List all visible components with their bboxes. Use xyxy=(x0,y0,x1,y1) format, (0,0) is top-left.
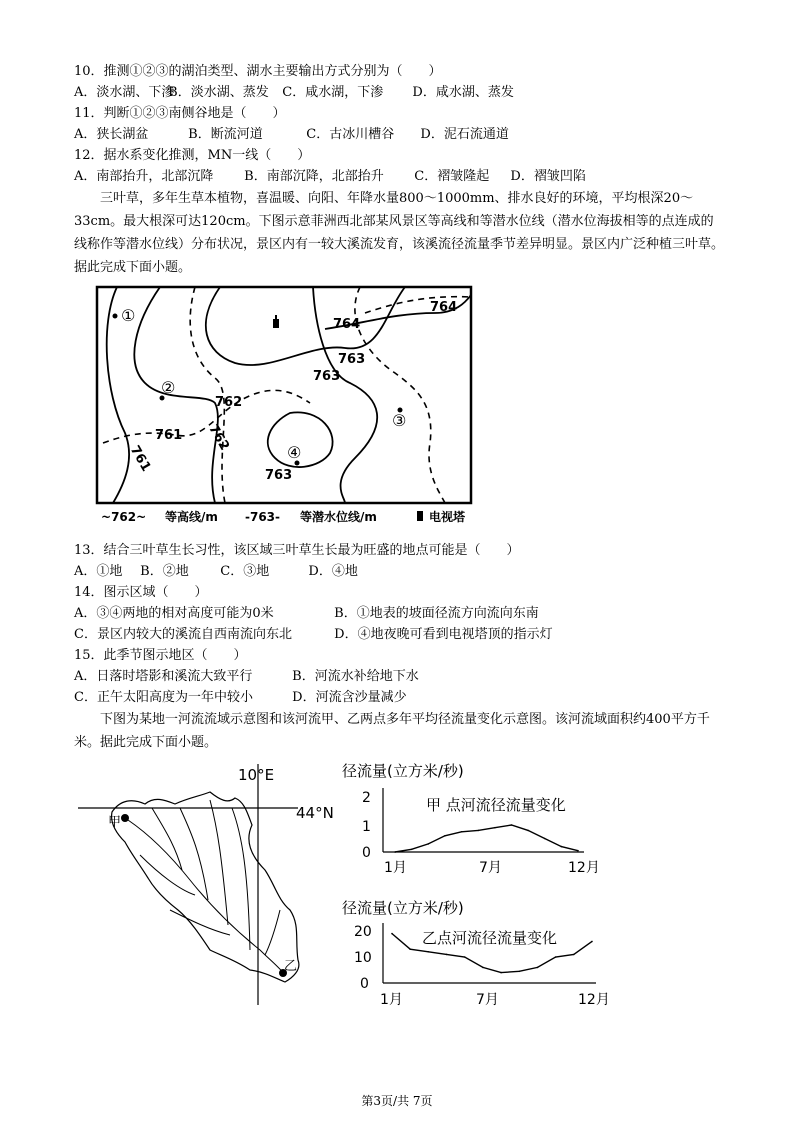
point-3-label: ③ xyxy=(392,411,407,430)
legend-water-text: 等潜水位线/m xyxy=(300,510,377,524)
label-763-closed: 763 xyxy=(265,468,293,483)
q12-option-b[interactable]: B．南部沉降，北部抬升 xyxy=(244,169,384,184)
map-legend xyxy=(101,509,466,524)
q11-options xyxy=(74,126,509,144)
q12-option-d[interactable]: D．褶皱凹陷 xyxy=(510,169,586,184)
chart-yi-point xyxy=(482,967,484,969)
q13-option-d[interactable]: D．④地 xyxy=(308,564,358,579)
chart-jia-xtick-dec: 12月 xyxy=(568,860,600,876)
chart-jia-title: 甲 点河流径流量变化 xyxy=(426,796,566,814)
chart-jia xyxy=(342,762,600,876)
chart-yi-point xyxy=(391,933,393,935)
q12-option-c[interactable]: C．褶皱隆起 xyxy=(414,169,490,184)
contour-map xyxy=(95,283,495,528)
label-764-solid: 764 xyxy=(333,317,361,332)
q14-stem: 14．图示区域（ ） xyxy=(74,585,208,600)
chart-jia-point xyxy=(577,850,579,852)
chart-jia-ytick-2: 2 xyxy=(362,790,371,806)
q10-option-a[interactable]: A．淡水湖、下渗 xyxy=(74,85,175,100)
q14-option-c[interactable]: C．景区内较大的溪流自西南流向东北 xyxy=(74,627,292,642)
chart-jia-ytick-0: 0 xyxy=(362,845,371,861)
chart-yi-point xyxy=(573,954,575,956)
q13-option-a[interactable]: A．①地 xyxy=(74,564,123,579)
label-762-solid: 762 xyxy=(205,422,232,454)
chart-yi-title: 乙点河流径流量变化 xyxy=(422,929,558,947)
label-761-solid: 761 xyxy=(126,443,154,475)
chart-jia-xtick-jan: 1月 xyxy=(384,860,407,876)
q15-options-row2 xyxy=(74,689,407,707)
q14-option-d[interactable]: D．④地夜晚可看到电视塔顶的指示灯 xyxy=(334,627,553,642)
legend-contour-text: 等高线/m xyxy=(165,510,218,524)
q10-option-b[interactable]: B．淡水湖、蒸发 xyxy=(168,85,269,100)
q14-option-a[interactable]: A．③④两地的相对高度可能为0米 xyxy=(74,606,274,621)
page-footer: 第3页/共 7页 xyxy=(361,1094,433,1108)
chart-yi-point xyxy=(428,951,430,953)
q15-options-row1 xyxy=(74,668,419,686)
label-764-dashed: 764 xyxy=(430,300,458,315)
point-1-dot xyxy=(113,314,118,319)
q14-options-row1 xyxy=(74,605,539,623)
chart-jia-point xyxy=(461,831,463,833)
chart-yi-xtick-dec: 12月 xyxy=(578,992,610,1008)
legend-tower-text: 电视塔 xyxy=(429,510,466,524)
chart-yi-point xyxy=(446,954,448,956)
q12-option-a[interactable]: A．南部抬升，北部沉降 xyxy=(74,169,214,184)
q15-option-b[interactable]: B．河流水补给地下水 xyxy=(292,669,419,684)
q11-option-a[interactable]: A．狭长湖盆 xyxy=(74,127,149,142)
chart-jia-point xyxy=(544,838,546,840)
longitude-label: 10°E xyxy=(238,766,275,784)
q12-stem: 12．据水系变化推测，MN一线（ ） xyxy=(74,148,311,163)
label-761-dashed: 761 xyxy=(155,428,183,443)
chart-jia-point xyxy=(427,843,429,845)
q14-options-row2 xyxy=(74,626,553,644)
chart-jia-xtick-jul: 7月 xyxy=(479,860,502,876)
chart-yi-ytick-0: 0 xyxy=(360,976,369,992)
chart-yi xyxy=(342,899,610,1008)
chart-jia-point xyxy=(477,830,479,832)
q10-options xyxy=(74,84,514,102)
chart-yi-point xyxy=(591,941,593,943)
latitude-label: 44°N xyxy=(296,804,334,822)
chart-jia-ylabel: 径流量(立方米/秒) xyxy=(342,762,464,780)
chart-yi-point xyxy=(500,972,502,974)
chart-jia-point xyxy=(561,846,563,848)
label-763-solid: 763 xyxy=(313,369,341,384)
river-network xyxy=(128,800,285,975)
chart-jia-series-line xyxy=(395,825,578,852)
legend-tower-icon xyxy=(417,511,423,521)
q14-option-b[interactable]: B．①地表的坡面径流方向流向东南 xyxy=(334,606,539,621)
chart-jia-ytick-1: 1 xyxy=(362,819,371,835)
q11-option-d[interactable]: D．泥石流通道 xyxy=(420,127,509,142)
q11-stem: 11．判断①②③南侧谷地是（ ） xyxy=(74,106,286,121)
passage-river: 下图为某地一河流流域示意图和该河流甲、乙两点多年平均径流量变化示意图。该河流域面积约400平方千米。据此完成下面小题。 xyxy=(74,712,710,750)
q12-options xyxy=(74,168,586,186)
legend-water-sample: -763- xyxy=(245,510,281,524)
point-jia-dot xyxy=(121,814,129,822)
runoff-charts xyxy=(340,758,620,1018)
chart-yi-point xyxy=(555,956,557,958)
point-2-label: ② xyxy=(161,378,176,397)
chart-yi-ytick-10: 10 xyxy=(354,950,372,966)
q15-option-d[interactable]: D．河流含沙量减少 xyxy=(292,690,407,705)
q11-option-b[interactable]: B．断流河道 xyxy=(188,127,263,142)
chart-jia-point xyxy=(494,827,496,829)
point-jia-label: 甲 xyxy=(108,815,122,830)
legend-contour-sample: ~762~ xyxy=(101,510,147,524)
q15-stem: 15．此季节图示地区（ ） xyxy=(74,648,247,663)
chart-jia-point xyxy=(527,830,529,832)
q15-option-c[interactable]: C．正午太阳高度为一年中较小 xyxy=(74,690,253,705)
q10-stem: 10．推测①②③的湖泊类型、湖水主要输出方式分别为（ ） xyxy=(74,64,442,79)
label-763-dashed: 763 xyxy=(338,352,366,367)
chart-jia-point xyxy=(444,835,446,837)
label-762-dashed: 762 xyxy=(215,395,243,410)
q13-stem: 13．结合三叶草生长习性，该区域三叶草生长最为旺盛的地点可能是（ ） xyxy=(74,543,520,558)
chart-yi-point xyxy=(409,948,411,950)
q11-option-c[interactable]: C．古冰川槽谷 xyxy=(306,127,395,142)
chart-jia-point xyxy=(511,824,513,826)
q13-option-b[interactable]: B．②地 xyxy=(140,564,189,579)
chart-yi-point xyxy=(537,967,539,969)
chart-yi-ytick-20: 20 xyxy=(354,924,372,940)
chart-yi-point xyxy=(518,971,520,973)
point-yi-label: 乙 xyxy=(284,959,298,974)
q10-option-d[interactable]: D．咸水湖、蒸发 xyxy=(412,85,514,100)
point-4-label: ④ xyxy=(287,443,302,462)
chart-jia-point xyxy=(411,849,413,851)
q13-options xyxy=(74,563,358,581)
q13-option-c[interactable]: C．③地 xyxy=(220,564,270,579)
q15-option-a[interactable]: A．日落时塔影和溪流大致平行 xyxy=(74,669,253,684)
q10-option-c[interactable]: C．咸水湖，下渗 xyxy=(282,85,384,100)
passage-clover: 三叶草，多年生草本植物，喜温暖、向阳、年降水量800～1000mm、排水良好的环境，平均根深20～33cm。最大根深可达120cm。下图示意菲洲西北部某风景区等高线和等潜水位线（潜水位海拔相等的点连成的线称作等潜水位线）分布状况，景区内有一较大溪流发育，该溪流径流量季节差异明显。景区内广泛种植三叶草。据此完成下面小题。 xyxy=(74,191,725,275)
chart-yi-ylabel: 径流量(立方米/秒) xyxy=(342,899,464,917)
chart-yi-point xyxy=(464,956,466,958)
point-1-label: ① xyxy=(121,306,136,325)
chart-yi-xtick-jul: 7月 xyxy=(476,992,499,1008)
river-basin-map xyxy=(70,760,345,1010)
chart-jia-point xyxy=(394,851,396,853)
chart-yi-xtick-jan: 1月 xyxy=(380,992,403,1008)
